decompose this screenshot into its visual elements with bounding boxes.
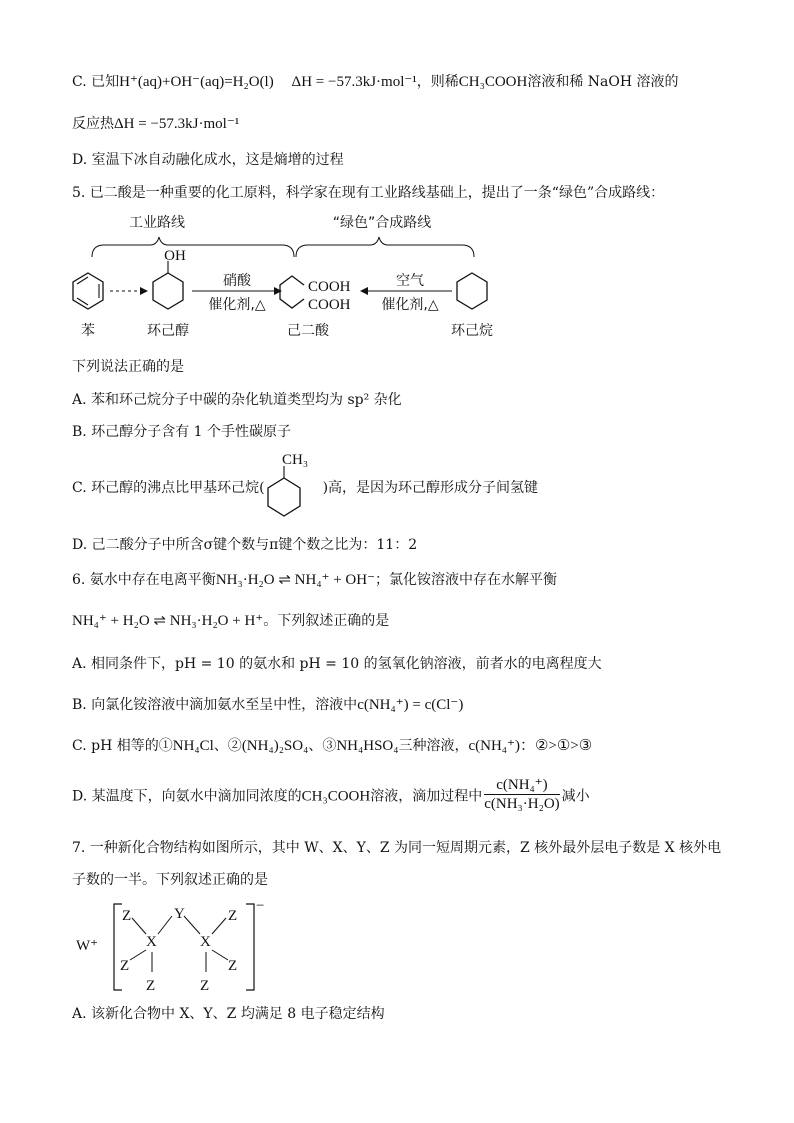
reagent1-top: 硝酸 (223, 273, 251, 289)
q4-option-c-enthalpy: ΔH = −57.3kJ·mol⁻¹ (291, 74, 417, 90)
z-atom: Z (200, 978, 210, 994)
q4-option-c-line2-text: 反应热 (72, 116, 114, 132)
x-atom: X (146, 934, 157, 950)
x-atom: X (200, 934, 211, 950)
cooh-1: COOH (308, 279, 351, 295)
q7-stem-line1: 7. 一种新化合物结构如图所示，其中 W、X、Y、Z 为同一短周期元素，Z 核外最外层电子数是 X 核外电 (72, 840, 722, 856)
green-brace (296, 237, 474, 257)
q6-option-d (72, 778, 590, 815)
q6-option-c-order: c(NH₄⁺)：②>①>③ (468, 738, 593, 754)
oh-group: OH (164, 248, 186, 264)
q4-option-c-line2-value: ΔH = −57.3kJ·mol⁻¹ (114, 116, 240, 132)
q6-ionization-equation: NH₃·H₂O ⇌ NH₄⁺ + OH⁻ (215, 572, 376, 588)
q5-option-c-prefix: C. 环己醇的沸点比甲基环己烷( (72, 480, 265, 496)
q6-stem-mid: ；氯化铵溶液中存在水解平衡 (375, 572, 558, 588)
industrial-route-label: 工业路线 (129, 215, 185, 231)
benzene-structure (73, 273, 103, 309)
cooh-2: COOH (308, 297, 351, 313)
industrial-brace (92, 237, 294, 257)
q7-compound-structure (70, 898, 280, 998)
q5-option-d: D. 己二酸分子中所含σ键个数与π键个数之比为：11：2 (72, 537, 418, 553)
q7-option-a: A. 该新化合物中 X、Y、Z 均满足 8 电子稳定结构 (72, 1006, 385, 1022)
q5-question: 下列说法正确的是 (72, 359, 184, 375)
q6-solution-3: NH₄HSO₄ (336, 738, 399, 754)
dashed-arrow-head (140, 287, 148, 295)
arrow2-head (360, 287, 368, 295)
q4-option-c-acid: CH₃COOH (458, 74, 528, 90)
q4-option-d: D. 室温下冰自动融化成水，这是熵增的过程 (72, 152, 344, 168)
q6-stem-prefix: 6. 氨水中存在电离平衡 (72, 572, 216, 588)
q6-stem-line1 (72, 570, 557, 590)
q5-reaction-scheme (62, 205, 502, 345)
cyclohexane-structure (457, 273, 487, 309)
q7-stem-line2: 子数的一半。下列叙述正确的是 (72, 872, 268, 888)
q6-option-c-prefix: C. pH 相等的① (72, 738, 173, 754)
q6-option-c (72, 736, 592, 756)
q6-option-d-acid: CH₃COOH (301, 788, 371, 805)
ch3-group: CH₃ (282, 452, 309, 468)
arrow1-head (274, 287, 282, 295)
cyclohexanol-structure (153, 261, 183, 309)
q4-option-c-line1 (72, 72, 679, 92)
q6-option-b-text: B. 向氯化铵溶液中滴加氨水至呈中性，溶液中 (72, 697, 358, 713)
q6-stem-tail: 。下列叙述正确的是 (263, 613, 390, 629)
q4-option-c-mid: ，则稀 (416, 74, 459, 90)
reagent1-bottom: 催化剂,△ (208, 297, 266, 313)
z-atom: Z (146, 978, 156, 994)
q5-option-b: B. 环己醇分子含有 1 个手性碳原子 (72, 424, 291, 440)
y-atom: Y (174, 906, 185, 922)
z-atom: Z (122, 908, 132, 924)
q5-option-a: A. 苯和环己烷分子中碳的杂化轨道类型均为 sp² 杂化 (72, 392, 402, 408)
q6-solution-2: (NH₄)₂SO₄ (241, 738, 309, 754)
q6-sep-2: 、③ (308, 738, 337, 754)
q6-option-c-mid: 三种溶液， (398, 738, 469, 754)
q6-option-a: A. 相同条件下，pH = 10 的氨水和 pH = 10 的氢氧化钠溶液，前者水的电离程度大 (72, 656, 602, 672)
z-atom: Z (120, 958, 130, 974)
green-route-label: “绿色”合成路线 (332, 215, 432, 231)
methylcyclohexane-structure (262, 448, 322, 524)
left-bracket (114, 904, 122, 990)
q4-option-c-prefix: C. 已知 (72, 74, 120, 90)
q6-stem-line2 (72, 611, 389, 631)
q4-option-c-tail: 溶液和稀 NaOH 溶液的 (527, 74, 679, 90)
q6-option-d-fraction (484, 776, 559, 813)
adipic-acid-structure (280, 276, 304, 308)
q6-sep-1: 、② (213, 738, 242, 754)
fraction-denominator: c(NH₃·H₂O) (484, 796, 560, 812)
q6-option-b (72, 695, 463, 715)
anion-charge: − (256, 898, 265, 914)
q5-stem: 5. 已二酸是一种重要的化工原料，科学家在现有工业路线基础上，提出了一条“绿色”合成路线： (72, 185, 665, 201)
right-bracket (246, 904, 254, 990)
q6-option-b-equation: c(NH₄⁺) = c(Cl⁻) (357, 697, 464, 713)
adipic-acid-label: 己二酸 (287, 323, 329, 339)
reagent2-bottom: 催化剂,△ (381, 297, 439, 313)
q4-option-c-equation: H⁺(aq)+OH⁻(aq)=H₂O(l) (119, 74, 274, 90)
z-atom: Z (228, 908, 238, 924)
q6-solution-1: NH₄Cl (172, 738, 214, 754)
q6-option-d-prefix: D. 某温度下，向氨水中滴加同浓度的 (72, 788, 302, 805)
q5-option-c-suffix: )高，是因为环己醇形成分子间氢键 (322, 480, 539, 496)
cyclohexanol-label: 环己醇 (147, 323, 189, 339)
z-atom: Z (228, 958, 238, 974)
q6-option-d-mid: 溶液，滴加过程中 (370, 788, 483, 805)
fraction-numerator: c(NH₄⁺) (484, 776, 559, 795)
q6-option-d-tail: 减小 (561, 788, 590, 805)
reagent2-top: 空气 (396, 273, 424, 289)
w-cation: W⁺ (76, 938, 99, 954)
benzene-label: 苯 (81, 323, 95, 339)
cyclohexane-label: 环己烷 (451, 323, 493, 339)
q4-option-c-line2 (72, 114, 239, 134)
q6-hydrolysis-equation: NH₄⁺ + H₂O ⇌ NH₃·H₂O + H⁺ (72, 613, 264, 629)
